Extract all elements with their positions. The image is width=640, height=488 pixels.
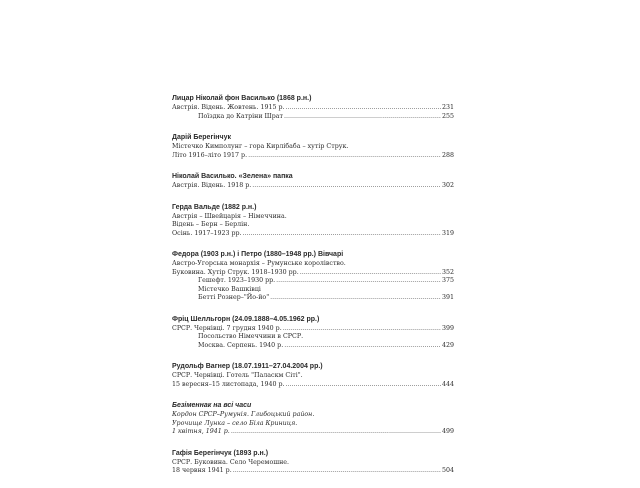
toc-entry[interactable]	[172, 467, 454, 476]
toc-section	[172, 203, 454, 239]
section-heading: Фріц Шелльгорн (24.09.1888–4.05.1962 рр.)	[172, 315, 320, 323]
entry-text: 18 червня 1941 р.	[172, 467, 232, 474]
dot-leader	[300, 269, 441, 278]
toc-entry[interactable]	[172, 230, 454, 239]
section-heading: Федора (1903 р.н.) і Петро (1880–1948 рр.) Вівчарі	[172, 251, 344, 258]
section-heading: Безіменнак на всі часи	[172, 402, 252, 409]
entry-text: Москва. Серпень. 1940 р.	[198, 341, 284, 349]
entry-subline: Урочище Лунка – село Біла Криниця.	[172, 419, 298, 427]
toc-entry[interactable]	[172, 325, 454, 334]
toc-entry[interactable]	[172, 182, 454, 191]
section-heading: Рудольф Вагнер (18.07.1911–27.04.2004 рр.)	[172, 363, 323, 370]
dot-leader	[243, 230, 441, 239]
dot-leader	[248, 152, 441, 161]
entry-text: Бетті Рознер–"Йо-йо"	[198, 294, 270, 301]
page-number: 399	[441, 324, 454, 332]
dot-leader	[252, 182, 441, 191]
entry-subline: Кордон СРСР–Румунія. Глибоцький район.	[172, 411, 315, 418]
entry-subline: СРСР. Буковина. Село Черемошне.	[172, 458, 290, 466]
page-number: 499	[441, 428, 454, 435]
toc-section	[172, 172, 454, 191]
entry-subline: Австрія – Швейцарія – Німеччина.	[172, 212, 287, 220]
toc-entry[interactable]	[172, 294, 454, 303]
entry-subline: Посольство Німеччини в СРСР.	[198, 333, 304, 340]
toc-section	[172, 94, 454, 121]
toc-section	[172, 362, 454, 389]
toc-section	[172, 250, 454, 303]
dot-leader	[231, 428, 441, 437]
toc-section	[172, 449, 454, 476]
toc-entry[interactable]	[172, 269, 454, 278]
toc-entry[interactable]	[172, 342, 454, 351]
page-number: 504	[441, 467, 454, 474]
entry-text: 1 квітня, 1941 р.	[172, 428, 230, 435]
entry-text: Буковина. Хутір Струк. 1918–1930 рр.	[172, 268, 299, 276]
toc-entry[interactable]	[172, 277, 454, 286]
entry-text: Австрія. Відень. Жовтень. 1915 р.	[172, 104, 285, 111]
page-number: 391	[441, 294, 454, 301]
entry-text: 15 вересня–15 листопада, 1940 р.	[172, 380, 285, 388]
toc-entry[interactable]	[172, 381, 454, 390]
dot-leader	[270, 294, 441, 303]
section-heading: Лицар Ніколай фон Василько (1868 р.н.)	[172, 95, 312, 102]
page-number: 255	[441, 112, 454, 120]
page-number: 375	[441, 277, 454, 284]
entry-subline: Містечко Вашківці	[198, 285, 261, 293]
toc-section	[172, 133, 454, 160]
dot-leader	[284, 342, 441, 351]
dot-leader	[276, 277, 441, 286]
toc-entry[interactable]	[172, 152, 454, 161]
toc-entry[interactable]	[172, 113, 454, 122]
dot-leader	[283, 325, 441, 334]
page-number: 429	[441, 341, 454, 349]
dot-leader	[286, 104, 441, 113]
toc-section	[172, 315, 454, 351]
entry-text: Гешефт. 1923–1930 рр.	[198, 277, 276, 284]
page-number: 302	[441, 182, 454, 189]
section-heading: Герда Вальде (1882 р.н.)	[172, 203, 257, 211]
table-of-contents	[172, 94, 454, 488]
page-number: 288	[441, 151, 454, 159]
entry-subline: Містечко Кимполунг – гора Кирлібаба – хутір Струк.	[172, 143, 349, 150]
entry-text: СРСР. Чернівці. 7 грудня 1940 р.	[172, 324, 282, 332]
toc-section	[172, 401, 454, 437]
entry-subline: Відень – Берн – Берлін.	[172, 221, 250, 228]
page-number: 231	[441, 104, 454, 111]
section-heading: Ніколай Василько. «Зелена» папка	[172, 173, 293, 180]
entry-text: Поїздка до Катріни Шрат	[198, 112, 283, 120]
dot-leader	[286, 381, 441, 390]
page-number: 352	[441, 268, 454, 276]
section-heading: Гафія Берегінчук (1893 р.н.)	[172, 449, 269, 457]
section-heading: Дарій Берегінчук	[172, 134, 231, 141]
toc-entry[interactable]	[172, 104, 454, 113]
page-number: 444	[441, 380, 454, 388]
toc-entry[interactable]	[172, 428, 454, 437]
entry-subline: СРСР. Чернівці. Готель "Паласкм Сіті".	[172, 372, 303, 379]
entry-text: Осінь. 1917–1923 рр.	[172, 229, 242, 237]
entry-text: Австрія. Відень. 1918 р.	[172, 182, 252, 189]
entry-subline: Австро-Угорська монархія – Румунське королівство.	[172, 260, 346, 267]
dot-leader	[284, 113, 441, 122]
page-number: 319	[441, 229, 454, 237]
entry-text: Літо 1916–літо 1917 р.	[172, 151, 248, 159]
dot-leader	[233, 467, 441, 476]
